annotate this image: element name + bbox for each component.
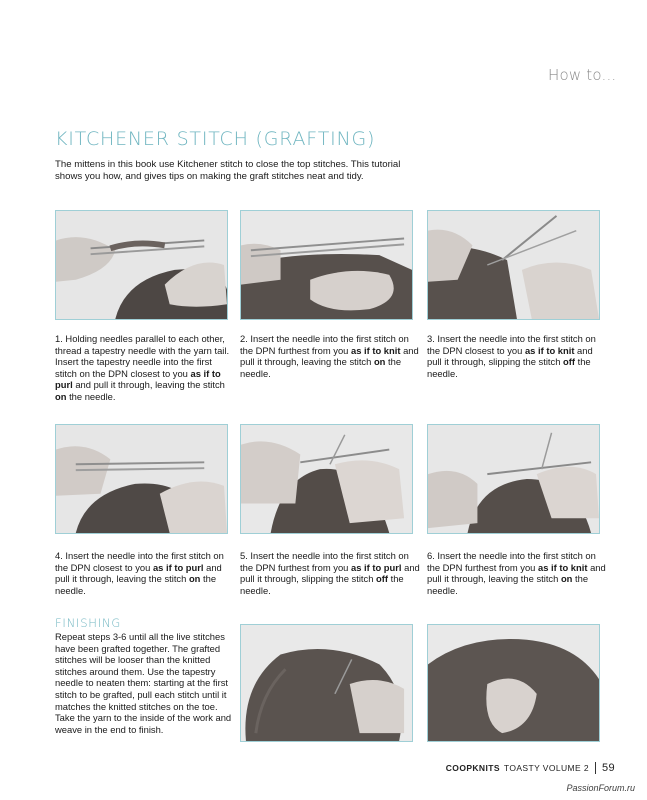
- caption-text: and pull it through, leaving the stitch: [72, 379, 225, 391]
- caption-emphasis: off: [563, 356, 575, 368]
- caption-emphasis: off: [376, 573, 388, 585]
- caption-text: and pull it through, slipping the stitch: [427, 344, 593, 368]
- caption-text: 1. Holding needles parallel to each other, thread a tapestry needle with the yarn tail. Insert the tapestry needle into the first stitch on the DPN closest to you: [55, 333, 230, 379]
- caption-text: and pull it through, leaving the stitch: [240, 344, 419, 368]
- step-2-caption: [240, 333, 420, 379]
- caption-emphasis: as if to purl: [350, 561, 402, 573]
- page-number: 59: [601, 762, 615, 774]
- caption-text: and pull it through, leaving the stitch: [427, 561, 606, 585]
- finishing-photo-2: [427, 624, 600, 742]
- step-5-photo: [240, 424, 413, 534]
- caption-emphasis: as if to knit: [350, 344, 401, 356]
- caption-text: the needle.: [427, 573, 589, 596]
- caption-emphasis: as if to purl: [152, 561, 204, 573]
- footer-brand: COOPKNITS: [445, 763, 500, 773]
- caption-text: the needle.: [55, 573, 217, 596]
- caption-text: 2. Insert the needle into the first stitch on the DPN furthest from you: [240, 333, 409, 356]
- caption-emphasis: on: [55, 390, 67, 402]
- caption-text: and pull it through, leaving the stitch: [55, 561, 222, 585]
- finishing-photo-1: [240, 624, 413, 742]
- caption-emphasis: as if to knit: [524, 344, 575, 356]
- step-1-caption: [55, 333, 235, 403]
- caption-emphasis: on: [188, 573, 201, 585]
- caption-emphasis: on: [560, 573, 573, 585]
- step-1-photo: [55, 210, 228, 320]
- page-footer: [446, 762, 615, 774]
- step-4-caption: [55, 550, 235, 596]
- caption-text: 6. Insert the needle into the first stitch on the DPN furthest from you: [427, 550, 596, 573]
- caption-text: and pull it through, slipping the stitch: [240, 561, 420, 585]
- step-3-photo: [427, 210, 600, 320]
- footer-divider: [595, 762, 596, 774]
- finishing-heading: FINISHING: [55, 616, 122, 630]
- caption-text: the needle.: [427, 356, 591, 379]
- page-title: KITCHENER STITCH (GRAFTING): [55, 128, 376, 150]
- step-6-photo: [427, 424, 600, 534]
- caption-text: 5. Insert the needle into the first stitch on the DPN furthest from you: [240, 550, 409, 573]
- step-5-caption: [240, 550, 420, 596]
- step-3-caption: [427, 333, 607, 379]
- caption-emphasis: as if to knit: [537, 561, 588, 573]
- intro-text: The mittens in this book use Kitchener stitch to close the top stitches. This tutorial shows you how, and gives tips on making the graft stitches neat and tidy.: [55, 159, 401, 182]
- section-tag: How to...: [548, 66, 617, 84]
- caption-text: the needle.: [240, 356, 402, 379]
- step-4-photo: [55, 424, 228, 534]
- watermark: PassionForum.ru: [566, 783, 635, 793]
- caption-text: 4. Insert the needle into the first stitch on the DPN closest to you: [55, 550, 224, 573]
- finishing-text: Repeat steps 3-6 until all the live stitches have been grafted together. The grafted stitches will be looser than the knitted stitches around them. Use the tapestry needle to neaten them: starting at the first stitch to be grafted, pull each stitch until it matches the knitted stitches on the toe. Take the yarn to the inside of the work and weave in the end to finish.: [55, 631, 232, 735]
- footer-volume: TOASTY VOLUME 2: [503, 763, 589, 773]
- caption-emphasis: as if to purl: [55, 367, 221, 391]
- step-2-photo: [240, 210, 413, 320]
- caption-text: the needle.: [66, 390, 116, 402]
- step-6-caption: [427, 550, 607, 596]
- caption-text: 3. Insert the needle into the first stitch on the DPN closest to you: [427, 333, 596, 356]
- caption-emphasis: on: [373, 356, 386, 368]
- caption-text: the needle.: [240, 573, 404, 596]
